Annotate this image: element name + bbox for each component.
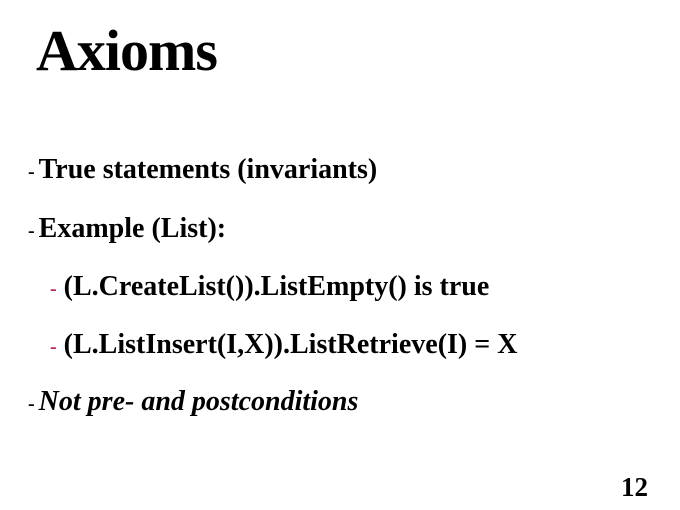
bullet-item: [28, 385, 358, 421]
bullet-text: (L.CreateList()).ListEmpty() is true: [63, 271, 490, 302]
bullet-text: (L.ListInsert(I,X)).ListRetrieve(I) = X: [63, 329, 518, 360]
bullet-item: [28, 153, 377, 189]
bullet-text: Example (List):: [38, 213, 227, 244]
bullet-dash: -: [28, 220, 35, 242]
bullet-item: [50, 328, 517, 364]
bullet-dash: -: [50, 336, 57, 358]
bullet-item: [28, 212, 226, 248]
bullet-dash: -: [28, 393, 35, 415]
bullet-text: True statements (invariants): [38, 154, 378, 185]
bullet-item: [50, 270, 489, 306]
slide-title: Axioms: [36, 18, 217, 83]
bullet-text: Not pre- and postconditions: [38, 386, 359, 417]
bullet-dash: -: [28, 161, 35, 183]
page-number: 12: [621, 472, 648, 502]
bullet-dash: -: [50, 278, 57, 300]
